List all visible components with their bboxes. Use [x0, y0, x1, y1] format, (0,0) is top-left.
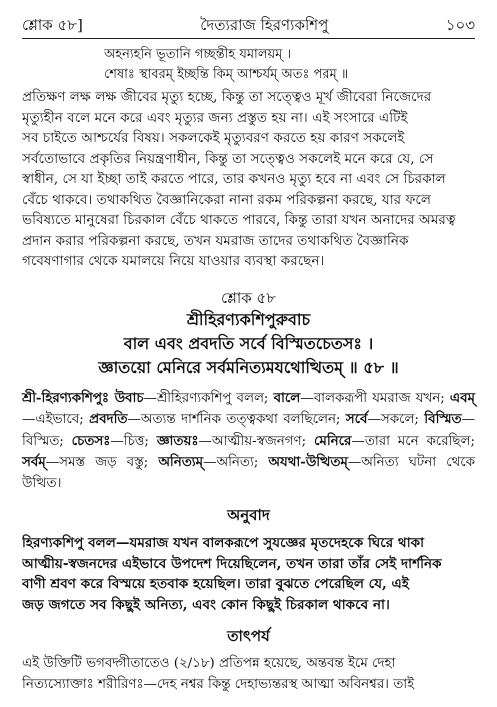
translation-line: বাণী শ্রবণ করে বিস্ময়ে হতবাক হয়েছিল। তারা বুঝতে পেরেছিল যে, এই [22, 576, 409, 592]
intro-line: প্রতিক্ষণ লক্ষ লক্ষ জীবের মৃত্যু হচ্ছে, কিন্তু তা সত্ত্বেও মূর্খ জীবেরা নিজেদের [22, 89, 432, 105]
synonym-term: এবম্ [449, 389, 475, 406]
synonym-term: প্রবদতি [89, 411, 128, 427]
purport-title: তাৎপর্য [227, 627, 270, 645]
purport-paragraph [22, 654, 475, 695]
synonym-meaning: —আত্মীয়-স্বজনগণ; [198, 433, 314, 449]
verse-line: জ্ঞাতয়ো মেনিরে সর্বমনিত্যমযথোত্থিতম্ ॥ ৫৮ ॥ [98, 357, 399, 377]
intro-line: মৃত্যুহীন বলে মনে করে এবং মৃত্যুর জন্য প্রস্তুত হয় না। এই সংসারে এটিই [22, 109, 408, 126]
synonym-meaning: —অনিত্য; [203, 455, 269, 470]
synonym-meaning: —সকলে; [367, 412, 425, 427]
intro-line: স্বাধীন, সে যা ইচ্ছা তাই করতে পারে, তার কখনও মৃত্যু হবে না এবং সে চিরকাল [22, 171, 446, 187]
header-chapter-title: দৈত্যরাজ হিরণ্যকশিপু [200, 16, 329, 34]
sanskrit-quote-line: অহন্যহনি ভূতানি গচ্ছন্তীহ যমালয়ম্ । [104, 47, 292, 62]
synonym-term: সর্বে [345, 411, 368, 427]
header-verse-ref: শ্লোক ৫৮] [22, 16, 83, 34]
synonym-meaning: —অত্যন্ত দার্শনিক তত্ত্বকথা বলছিলেন; [127, 412, 346, 427]
intro-line: ভবিষ্যতে মানুষেরা চিরকাল বেঁচে থাকতে পারবে, কিন্তু তারা যখন অনাদের অমরত্ব [22, 212, 456, 228]
sanskrit-quote [22, 45, 475, 85]
synonym-meaning: —শ্রীহিরণ্যকশিপু বলল; [143, 390, 274, 406]
synonym-term: সর্বম্ [22, 454, 46, 470]
verse-label: শ্লোক ৫৮ [221, 288, 276, 307]
synonym-meaning: —চিত্ত; [110, 433, 157, 449]
synonym-term: চেতসঃ [71, 432, 111, 449]
synonym-term: মেনিরে [313, 432, 352, 449]
translation-paragraph [22, 533, 475, 615]
synonym-meaning: —তারা মনে করেছিল; [351, 433, 475, 449]
sanskrit-quote-line: শেষাঃ স্থাবরম্ ইচ্ছন্তি কিম্ আশ্চর্যম্ অতঃ পরম্ ॥ [104, 67, 349, 82]
intro-line: সব চাইতে আশ্চর্যের বিষয়। সকলকেই মৃত্যুবরণ করতে হয় কারণ সকলেই [22, 130, 405, 146]
synonym-meaning: —বিস্মিত; [22, 412, 475, 449]
synonym-meaning: —সমস্ত জড় বস্তু; [45, 455, 159, 470]
intro-line: সর্বতোভাবে প্রকৃতির নিয়ন্ত্রণাধীন, কিন্তু তা সত্ত্বেও সকলেই মনে করে যে, সে [22, 150, 434, 167]
synonym-term: জ্ঞাতয়ঃ [156, 432, 199, 449]
page-header [22, 14, 475, 36]
translation-title: অনুবাদ [227, 506, 270, 524]
synonym-term: অযথা-উত্থিতম্ [268, 454, 348, 470]
purport-line: নিত্যস্যোক্তাঃ শরীরিণঃ—দেহ নশ্বর কিন্তু দেহাভ্যন্তরস্থ আত্মা অবিনশ্বর। তাই [22, 676, 415, 692]
translation-line: আত্মীয়-স্বজনদের এইভাবে উপদেশ দিয়েছিলেন, তখন তারা তাঁর সেই দার্শনিক [22, 555, 442, 572]
synonym-term: শ্রী-হিরণ্যকশিপুঃ উবাচ [22, 389, 144, 406]
verse-block [22, 288, 475, 380]
synonym-term: অনিত্যম্ [158, 454, 204, 470]
synonym-term: বিস্মিত [424, 411, 462, 427]
synonym-meaning: —অনিত্য ঘটনা থেকে উত্থিত। [22, 455, 475, 491]
translation-line: জড় জগতে সব কিছুই অনিত্য, এবং কোন কিছুই চিরকাল থাকবে না। [22, 596, 390, 613]
synonym-meaning: —এইভাবে; [22, 412, 90, 427]
intro-paragraph [22, 87, 475, 272]
intro-line: বেঁচে থাকবে। তথাকথিত বৈজ্ঞানিকেরা নানা রকম পরিকল্পনা করছে, যার ফলে [22, 191, 431, 208]
intro-line: গবেষণাগার থেকে যমালয়ে নিয়ে যাওয়ার ব্যবস্থা করছেন। [22, 253, 325, 269]
intro-line: প্রদান করার পরিকল্পনা করছে, তখন যমরাজ তাদের তথাকথিত বৈজ্ঞানিক [22, 232, 409, 249]
synonym-meaning: —বালকরূপী যমরাজ যখন; [300, 390, 450, 406]
synonym-term: বালে [273, 389, 301, 406]
verse-line: শ্রীহিরণ্যকশিপুরুবাচ [186, 309, 311, 329]
verse-line: বাল এবং প্রবদতি সর্বে বিস্মিতচেতসঃ । [123, 333, 374, 353]
synonyms-paragraph [22, 388, 475, 495]
header-page-number: ১০৩ [445, 16, 475, 34]
translation-line: হিরণ্যকশিপু বলল—যমরাজ যখন বালকরূপে সুযজ্ঞের মৃতদেহকে ঘিরে থাকা [22, 535, 425, 551]
purport-line: এই উক্তিটি ভগবদ্গীতাতেও (২/১৮) প্রতিপন্ন হয়েছে, অন্তবন্ত ইমে দেহা [22, 656, 396, 671]
